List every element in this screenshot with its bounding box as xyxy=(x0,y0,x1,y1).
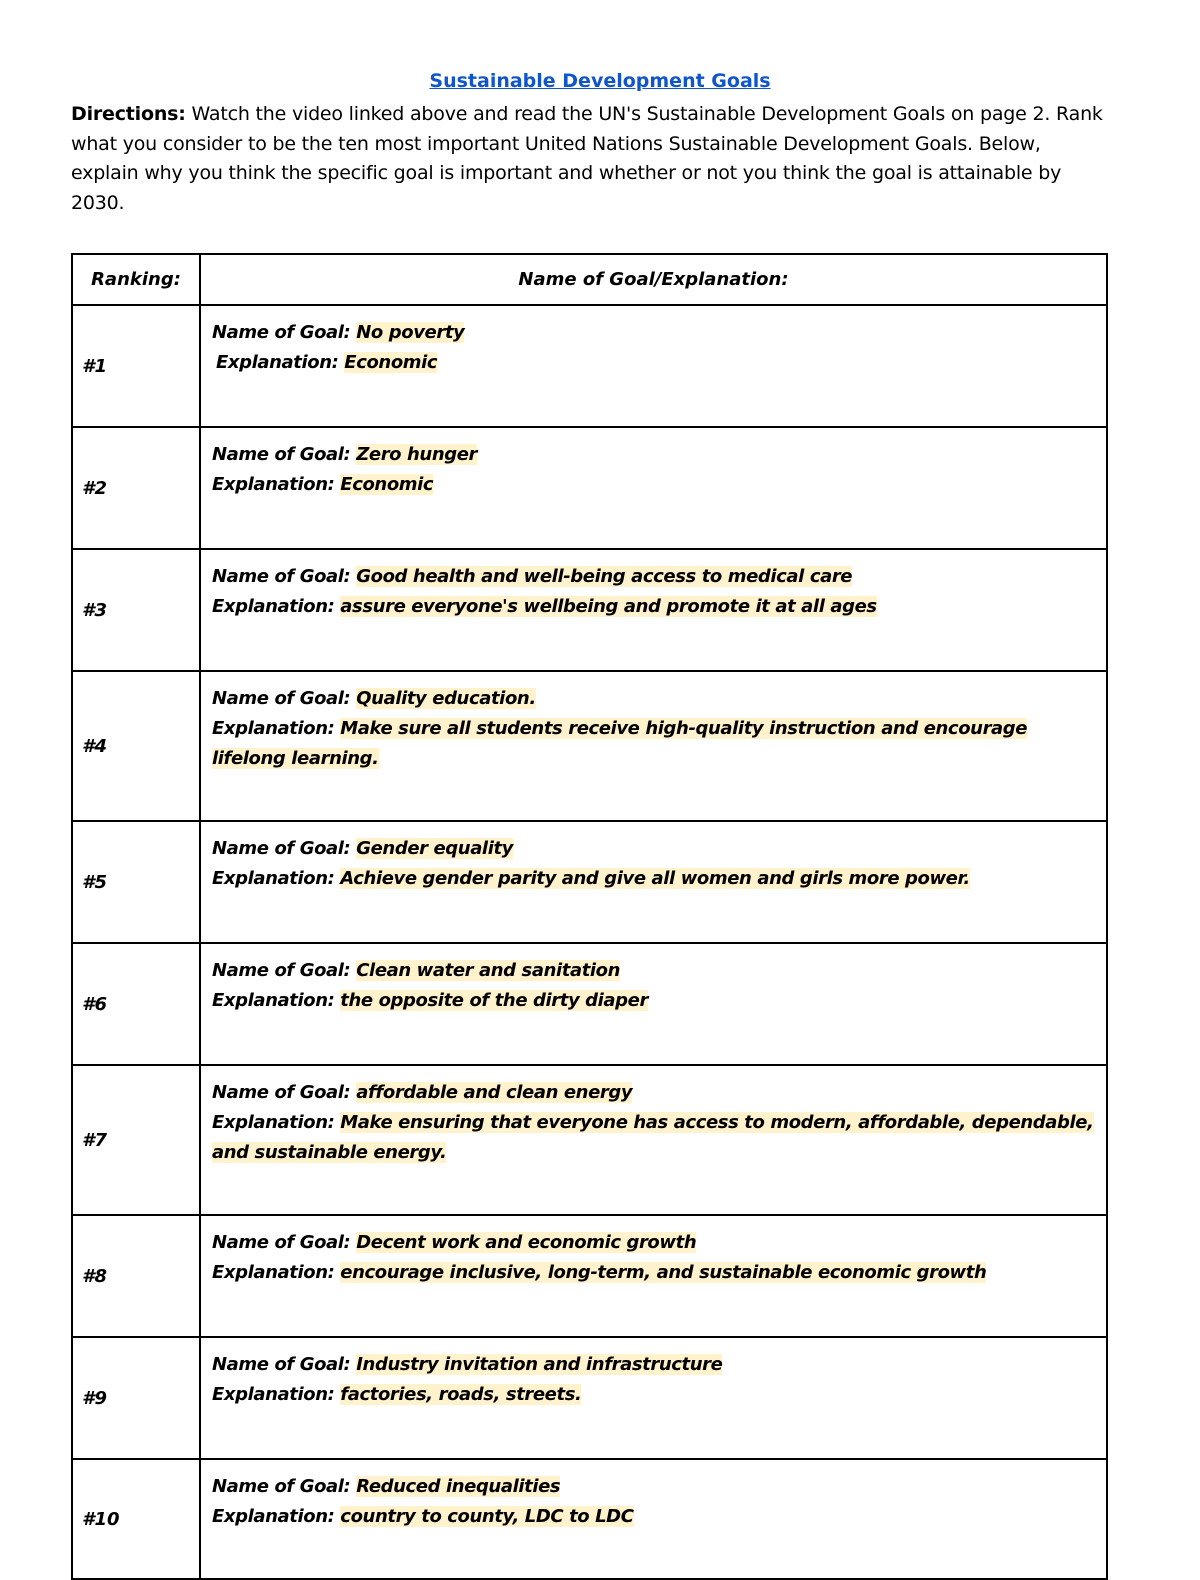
directions-label: Directions: xyxy=(71,103,186,125)
table-row xyxy=(72,1215,1107,1337)
table-row xyxy=(72,671,1107,821)
goal-label: Name of Goal: xyxy=(212,960,351,981)
goal-line xyxy=(212,1078,1096,1108)
rank-cell: #3 xyxy=(72,549,200,671)
goal-cell[interactable] xyxy=(200,671,1107,821)
rank-cell: #10 xyxy=(72,1459,200,1579)
goal-line xyxy=(212,562,1096,592)
explanation-label: Explanation: xyxy=(212,718,335,739)
goal-column-header: Name of Goal/Explanation: xyxy=(200,254,1107,305)
goal-name: Gender equality xyxy=(356,838,514,859)
explanation-line xyxy=(212,714,1096,774)
rank-cell: #2 xyxy=(72,427,200,549)
goals-ranking-table xyxy=(71,253,1108,1580)
goal-label: Name of Goal: xyxy=(212,838,351,859)
goal-cell[interactable] xyxy=(200,1215,1107,1337)
directions-text: Watch the video linked above and read the UN's Sustainable Development Goals on page 2. Rank what you consider to be the ten most important United Nations Sustainable Development Goals. Below, explain why you think the specific goal is important and whether or not you think the goal is attainable by 2030. xyxy=(71,103,1103,214)
explanation-line xyxy=(212,1258,1096,1288)
rank-cell: #5 xyxy=(72,821,200,943)
table-row xyxy=(72,1459,1107,1579)
table-row xyxy=(72,821,1107,943)
explanation-text: encourage inclusive, long-term, and sustainable economic growth xyxy=(340,1262,987,1283)
table-row xyxy=(72,1065,1107,1215)
table-header-row xyxy=(72,254,1107,305)
explanation-label: Explanation: xyxy=(212,1262,335,1283)
explanation-text: the opposite of the dirty diaper xyxy=(340,990,648,1011)
explanation-text: Make sure all students receive high-quality instruction and encourage lifelong learning. xyxy=(212,718,1028,769)
explanation-text: country to county, LDC to LDC xyxy=(340,1506,634,1527)
explanation-label: Explanation: xyxy=(212,1506,335,1527)
goal-label: Name of Goal: xyxy=(212,1232,351,1253)
rank-cell: #4 xyxy=(72,671,200,821)
rank-cell: #8 xyxy=(72,1215,200,1337)
explanation-line xyxy=(212,1380,1096,1410)
ranking-column-header: Ranking: xyxy=(72,254,200,305)
explanation-label: Explanation: xyxy=(212,1384,335,1405)
goal-label: Name of Goal: xyxy=(212,1476,351,1497)
goal-line xyxy=(212,834,1096,864)
table-row xyxy=(72,427,1107,549)
goal-label: Name of Goal: xyxy=(212,566,351,587)
goal-cell[interactable] xyxy=(200,1065,1107,1215)
rank-cell: #6 xyxy=(72,943,200,1065)
explanation-label: Explanation: xyxy=(216,352,339,373)
table-row xyxy=(72,1337,1107,1459)
goal-cell[interactable] xyxy=(200,549,1107,671)
directions-paragraph xyxy=(71,100,1111,218)
explanation-line xyxy=(212,592,1096,622)
goal-label: Name of Goal: xyxy=(212,322,351,343)
goal-name: Quality education. xyxy=(356,688,536,709)
goal-label: Name of Goal: xyxy=(212,1082,351,1103)
explanation-line xyxy=(212,470,1096,500)
explanation-text: factories, roads, streets. xyxy=(340,1384,582,1405)
goal-cell[interactable] xyxy=(200,427,1107,549)
goal-line xyxy=(212,956,1096,986)
explanation-text: Achieve gender parity and give all women and girls more power. xyxy=(340,868,970,889)
goal-name: Zero hunger xyxy=(356,444,478,465)
goal-line xyxy=(212,1350,1096,1380)
goal-name: Decent work and economic growth xyxy=(356,1232,697,1253)
goal-line xyxy=(212,1228,1096,1258)
explanation-line xyxy=(212,1502,1096,1532)
goal-name: Industry invitation and infrastructure xyxy=(356,1354,723,1375)
explanation-line xyxy=(212,986,1096,1016)
explanation-label: Explanation: xyxy=(212,596,335,617)
table-row xyxy=(72,943,1107,1065)
goal-name: Reduced inequalities xyxy=(356,1476,561,1497)
goal-cell[interactable] xyxy=(200,1337,1107,1459)
explanation-label: Explanation: xyxy=(212,1112,335,1133)
document-title-link[interactable]: Sustainable Development Goals xyxy=(429,70,771,92)
rank-cell: #7 xyxy=(72,1065,200,1215)
explanation-label: Explanation: xyxy=(212,868,335,889)
rank-cell: #1 xyxy=(72,305,200,427)
goal-name: affordable and clean energy xyxy=(356,1082,633,1103)
goal-name: Clean water and sanitation xyxy=(356,960,621,981)
goal-name: No poverty xyxy=(356,322,465,343)
explanation-line xyxy=(212,348,1096,378)
goal-line xyxy=(212,684,1096,714)
goal-label: Name of Goal: xyxy=(212,444,351,465)
goal-cell[interactable] xyxy=(200,305,1107,427)
explanation-line xyxy=(212,1108,1096,1168)
goal-name: Good health and well-being access to medical care xyxy=(356,566,853,587)
explanation-label: Explanation: xyxy=(212,474,335,495)
goal-cell[interactable] xyxy=(200,821,1107,943)
explanation-text: Make ensuring that everyone has access to modern, affordable, dependable, and sustainable energy. xyxy=(212,1112,1094,1163)
goal-line xyxy=(212,440,1096,470)
rank-cell: #9 xyxy=(72,1337,200,1459)
goal-cell[interactable] xyxy=(200,1459,1107,1579)
explanation-text: assure everyone's wellbeing and promote it at all ages xyxy=(340,596,877,617)
explanation-text: Economic xyxy=(344,352,438,373)
explanation-line xyxy=(212,864,1096,894)
goal-label: Name of Goal: xyxy=(212,688,351,709)
table-row xyxy=(72,549,1107,671)
goal-line xyxy=(212,318,1096,348)
table-row xyxy=(72,305,1107,427)
goal-line xyxy=(212,1472,1096,1502)
goal-label: Name of Goal: xyxy=(212,1354,351,1375)
goal-cell[interactable] xyxy=(200,943,1107,1065)
explanation-label: Explanation: xyxy=(212,990,335,1011)
explanation-text: Economic xyxy=(340,474,434,495)
